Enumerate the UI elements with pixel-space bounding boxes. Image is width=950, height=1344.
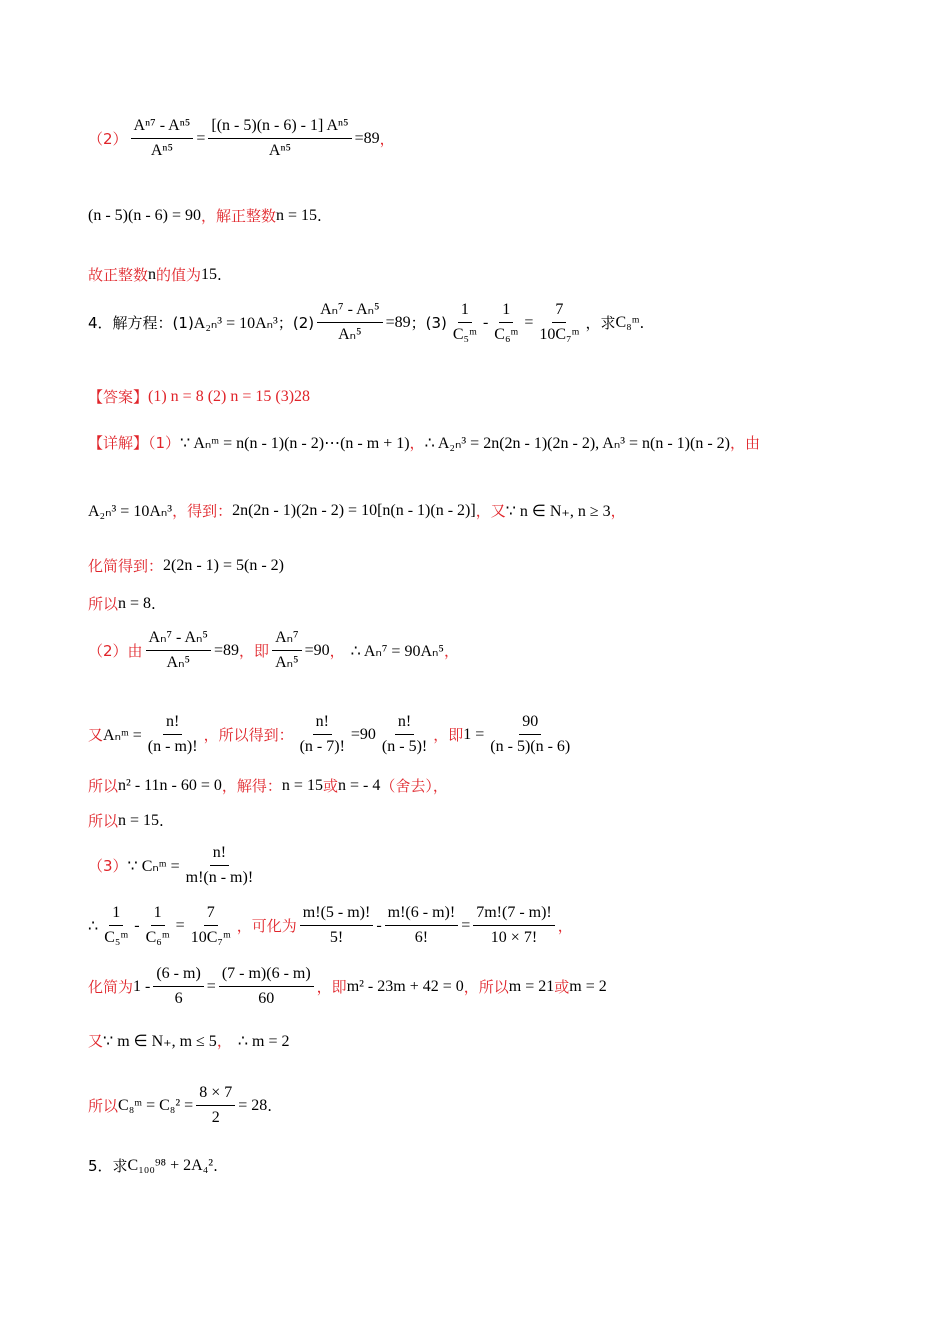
math-expr: n = 15: [276, 206, 318, 224]
text: 化简为: [88, 978, 134, 996]
punct: ，: [379, 130, 395, 148]
period: .: [317, 206, 322, 225]
detail-line-8: [88, 810, 164, 831]
denominator: 10C₇ᵐ: [539, 326, 580, 343]
equals: =: [524, 313, 534, 331]
numerator: m!(6 - m)!: [385, 903, 459, 926]
text: ，即: [433, 726, 464, 744]
detail-line-9: [88, 843, 259, 888]
numerator: 7: [204, 903, 218, 926]
punct: ，: [216, 1032, 232, 1050]
denominator: 6!: [414, 929, 429, 946]
text: ，又: [475, 502, 506, 520]
math-expr: A₂ₙ³ = 10Aₙ³: [88, 502, 173, 520]
math-expr: (n - 5)(n - 6) = 90: [88, 206, 201, 224]
ask-text: ，求: [585, 314, 616, 332]
text: 化简得到：: [88, 557, 164, 575]
detail-line-7: [88, 775, 448, 796]
denominator: Aₙ⁵: [166, 654, 191, 671]
punct: ，: [329, 642, 345, 660]
math-expr: n = 8: [118, 594, 152, 612]
period: .: [639, 313, 645, 332]
numerator: n!: [163, 712, 182, 735]
fraction: [379, 712, 430, 757]
numerator: Aₙ⁷: [272, 628, 302, 651]
period: .: [213, 1156, 218, 1175]
text: ，解正整数: [201, 207, 277, 225]
text: 所以: [88, 595, 119, 613]
text: ，即: [316, 978, 347, 996]
denominator: (n - 7)!: [299, 738, 345, 755]
detail-line-4: [88, 593, 156, 614]
math-expr: 1 =: [463, 725, 485, 743]
conclusion-line: [88, 264, 222, 285]
result: =89: [214, 641, 240, 659]
math-expr: ∵ Aₙᵐ = n(n - 1)(n - 2)⋯(n - m + 1): [180, 434, 410, 452]
detail-line-12: [88, 1030, 289, 1051]
numerator: Aₙ⁷ - Aₙ⁵: [146, 628, 211, 651]
denominator: m!(n - m)!: [185, 869, 254, 886]
numerator: n!: [210, 843, 229, 866]
numerator: (7 - m)(6 - m): [219, 964, 314, 987]
text: 的值为: [156, 266, 202, 284]
equation-1: A₂ₙ³ = 10Aₙ³: [193, 314, 278, 332]
problem-prefix: 5．求: [88, 1157, 128, 1175]
text: ，由: [730, 434, 761, 452]
equation-2-fraction: [317, 300, 382, 345]
numerator: [(n - 5)(n - 6) - 1] Aⁿ⁵: [208, 116, 351, 139]
punct: ，: [443, 642, 459, 660]
fraction: [297, 712, 348, 757]
denominator: C₅ᵐ: [104, 929, 129, 946]
math-expr: n = 15: [118, 811, 160, 829]
numerator: 7: [552, 300, 566, 323]
denominator: 6: [174, 990, 183, 1007]
math-expr: Aₙᵐ =: [103, 726, 142, 744]
denominator: 10 × 7!: [490, 929, 538, 946]
denominator: Aⁿ⁵: [150, 142, 174, 159]
equals: =: [206, 977, 216, 995]
numerator: 1: [458, 300, 472, 323]
text: ，所以: [463, 978, 509, 996]
detail-line-6: [88, 712, 576, 757]
denominator: (n - 5)!: [381, 738, 428, 755]
fraction: [219, 964, 314, 1009]
fraction: [487, 712, 573, 757]
period: .: [151, 594, 156, 613]
fraction: [385, 903, 459, 948]
numerator: m!(5 - m)!: [300, 903, 374, 926]
text: 又: [88, 726, 104, 744]
step-label: （2）: [88, 130, 128, 148]
numerator: n!: [395, 712, 414, 735]
math-expr: n = 15: [281, 776, 323, 794]
fraction: [188, 903, 234, 948]
math-expr: ∴ A₂ₙ³ = 2n(2n - 1)(2n - 2), Aₙ³ = n(n - 1)(n - 2): [424, 434, 730, 452]
answer-label: 【答案】: [88, 388, 149, 406]
text: 或: [322, 777, 338, 795]
fraction: [450, 300, 480, 345]
result: =89: [385, 313, 411, 331]
fraction: [196, 1083, 235, 1128]
fraction: [272, 628, 302, 673]
text: （2）由: [88, 642, 143, 660]
numerator: 1: [151, 903, 165, 926]
solve-line: [88, 205, 322, 226]
numerator: 90: [519, 712, 541, 735]
step-2-equation: [88, 116, 395, 161]
math-expr: =90: [350, 725, 376, 743]
detail-label: 【详解】（1）: [88, 434, 181, 452]
text: ，解得：: [221, 777, 282, 795]
text: ，即: [239, 642, 270, 660]
text: ，所以得到：: [203, 726, 294, 744]
equals: =: [196, 129, 206, 147]
math-expr: C₈ᵐ = C₈² =: [118, 1096, 194, 1114]
numerator: Aⁿ⁷ - Aⁿ⁵: [131, 116, 194, 139]
fraction-rhs: [208, 116, 351, 161]
denominator: (n - m)!: [147, 738, 198, 755]
denominator: Aⁿ⁵: [268, 142, 292, 159]
math-expr: ∴ Aₙ⁷ = 90Aₙ⁵: [350, 642, 444, 660]
math-expr: m = 2: [569, 977, 607, 995]
detail-line-10: [88, 903, 573, 948]
problem-4: [88, 300, 644, 345]
denominator: 10C₇ᵐ: [190, 929, 231, 946]
fraction: [183, 843, 257, 888]
fraction: [153, 964, 203, 1009]
text: ，得到：: [172, 502, 233, 520]
fraction: [143, 903, 173, 948]
punct: ，: [610, 502, 626, 520]
numerator: n!: [313, 712, 332, 735]
numerator: 8 × 7: [196, 1083, 235, 1106]
result: =89: [354, 129, 380, 147]
detail-line-1: [88, 432, 760, 453]
detail-line-3: [88, 555, 284, 576]
text: 或: [554, 978, 570, 996]
equals: =: [461, 916, 471, 934]
fraction: [491, 300, 521, 345]
period: .: [159, 811, 164, 830]
denominator: C₆ᵐ: [145, 929, 170, 946]
denominator: C₅ᵐ: [452, 326, 477, 343]
numerator: (6 - m): [153, 964, 203, 987]
problem-prefix: 4．解方程：(1): [88, 314, 194, 332]
math-expr: n² - 11n - 60 = 0: [118, 776, 222, 794]
math-expr: 2(2n - 1) = 5(n - 2): [163, 556, 285, 574]
detail-line-2: [88, 500, 626, 521]
text: 故正整数: [88, 266, 149, 284]
math-expr: ∵ Cₙᵐ =: [127, 857, 180, 875]
separator: ；(2): [277, 314, 315, 332]
answer-text: (1) n = 8 (2) n = 15 (3)28: [148, 387, 311, 405]
text: （舍去），: [380, 777, 448, 795]
math-expr: n = - 4: [337, 776, 381, 794]
minus: -: [376, 916, 382, 934]
math-expr: ∵ n ∈ N₊, n ≥ 3: [505, 502, 611, 520]
fraction: [145, 712, 201, 757]
numerator: 1: [499, 300, 513, 323]
numerator: 7m!(7 - m)!: [473, 903, 555, 926]
punct: ，: [409, 434, 425, 452]
therefore-symbol: ∴: [88, 917, 99, 935]
math-expr: m = 21: [508, 977, 555, 995]
detail-line-5: [88, 628, 459, 673]
problem-5: [88, 1155, 218, 1176]
detail-line-11: [88, 964, 607, 1009]
denominator: 60: [258, 990, 275, 1007]
math-expr: ∵ m ∈ N₊, m ≤ 5: [103, 1032, 217, 1050]
numerator: 1: [109, 903, 123, 926]
math-expr: 1 -: [133, 977, 151, 995]
denominator: C₆ᵐ: [494, 326, 519, 343]
text: 所以: [88, 812, 119, 830]
minus: -: [482, 313, 489, 331]
text: （3）: [88, 857, 128, 875]
equals: =: [175, 916, 185, 934]
detail-line-13: [88, 1083, 272, 1128]
target: C₈ᵐ: [615, 313, 640, 331]
answer-line: [88, 386, 310, 407]
fraction: [146, 628, 211, 673]
denominator: Aₙ⁵: [338, 326, 362, 343]
text: 所以: [88, 1097, 119, 1115]
math-expr: 2n(2n - 1)(2n - 2) = 10[n(n - 1)(n - 2)]: [232, 501, 476, 519]
fraction: [101, 903, 131, 948]
result: =90: [304, 641, 330, 659]
text: 又: [88, 1032, 104, 1050]
fraction: [536, 300, 582, 345]
separator: ；(3): [410, 314, 447, 332]
fraction-lhs: [131, 116, 194, 161]
math-expr: ∴ m = 2: [237, 1032, 290, 1050]
denominator: 2: [211, 1109, 220, 1126]
fraction: [473, 903, 555, 948]
math-expr: = 28: [238, 1096, 268, 1114]
text: 所以: [88, 777, 119, 795]
value: 15: [201, 265, 218, 283]
numerator: Aₙ⁷ - Aₙ⁵: [317, 300, 382, 323]
fraction: [300, 903, 374, 948]
denominator: Aₙ⁵: [275, 654, 299, 671]
period: .: [267, 1096, 273, 1115]
denominator: (n - 5)(n - 6): [490, 738, 571, 755]
var: n: [148, 265, 157, 283]
minus: -: [134, 916, 140, 934]
period: .: [217, 265, 222, 284]
punct: ，: [557, 917, 573, 935]
denominator: 5!: [329, 929, 344, 946]
text: ，可化为: [236, 917, 297, 935]
math-expr: m² - 23m + 42 = 0: [346, 977, 464, 995]
math-expr: C₁₀₀⁹⁸ + 2A₄²: [127, 1156, 214, 1174]
